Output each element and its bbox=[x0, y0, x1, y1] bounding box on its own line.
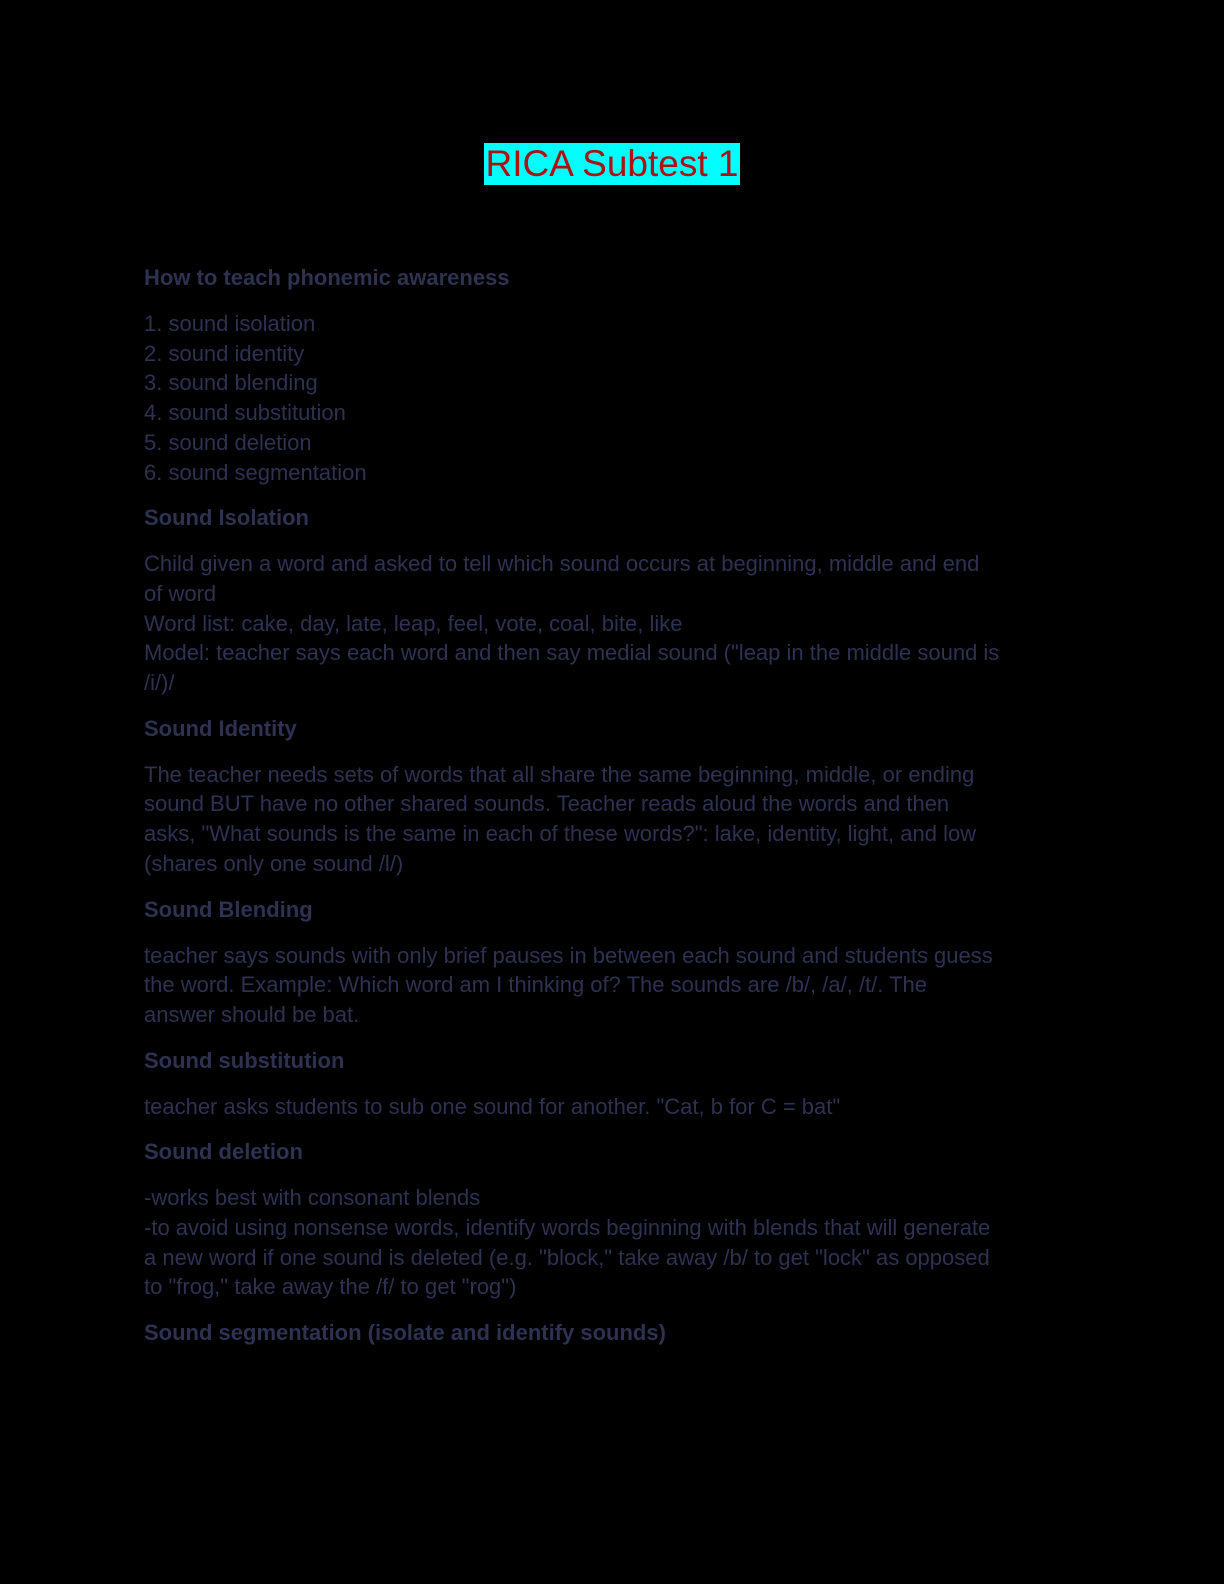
document-title: RICA Subtest 1 bbox=[485, 143, 739, 184]
list-item: 1. sound isolation bbox=[144, 311, 316, 336]
section-heading-segmentation: Sound segmentation (isolate and identify sounds) bbox=[144, 1320, 666, 1346]
body-line: of word bbox=[144, 580, 217, 606]
section-body-identity bbox=[144, 760, 1084, 879]
section-body-deletion bbox=[144, 1183, 1084, 1302]
body-line: -to avoid using nonsense words, identify words beginning with blends that will generate bbox=[144, 1215, 991, 1241]
section-heading-intro: How to teach phonemic awareness bbox=[144, 265, 510, 290]
body-line: to "frog," take away the /f/ to get "rog") bbox=[144, 1274, 517, 1300]
body-line: sound BUT have no other shared sounds. Teacher reads aloud the words and then bbox=[144, 791, 950, 817]
section-heading-deletion: Sound deletion bbox=[144, 1139, 303, 1165]
title-container bbox=[0, 143, 1224, 185]
body-line: /i/)/ bbox=[144, 670, 175, 696]
list-item: 3. sound blending bbox=[144, 370, 318, 396]
list-item: 5. sound deletion bbox=[144, 429, 312, 455]
body-line: asks, "What sounds is the same in each of these words?": lake, identity, light, and low bbox=[144, 821, 977, 847]
body-line: Model: teacher says each word and then say medial sound ("leap in the middle sound is bbox=[144, 640, 1000, 666]
body-line: -works best with consonant blends bbox=[144, 1185, 481, 1211]
section-heading-blending: Sound Blending bbox=[144, 896, 313, 922]
body-line: a new word if one sound is deleted (e.g. "block," take away /b/ to get "lock" as opposed bbox=[144, 1244, 990, 1270]
section-heading-identity: Sound Identity bbox=[144, 715, 297, 741]
body-line: Word list: cake, day, late, leap, feel, vote, coal, bite, like bbox=[144, 610, 683, 636]
body-line: the word. Example: Which word am I thinking of? The sounds are /b/, /a/, /t/. The bbox=[144, 972, 928, 998]
phonemic-awareness-list bbox=[144, 309, 1084, 487]
body-line: (shares only one sound /l/) bbox=[144, 850, 404, 876]
body-line: Child given a word and asked to tell which sound occurs at beginning, middle and end bbox=[144, 551, 980, 577]
body-line: answer should be bat. bbox=[144, 1001, 360, 1027]
section-heading-substitution: Sound substitution bbox=[144, 1047, 345, 1073]
body-line: teacher says sounds with only brief pauses in between each sound and students guess bbox=[144, 942, 993, 968]
list-item: 2. sound identity bbox=[144, 340, 305, 366]
section-body-blending bbox=[144, 941, 1084, 1030]
list-item: 4. sound substitution bbox=[144, 400, 346, 426]
section-body-isolation bbox=[144, 549, 1084, 698]
section-heading-isolation: Sound Isolation bbox=[144, 505, 309, 531]
body-line: teacher asks students to sub one sound for another. "Cat, b for C = bat" bbox=[144, 1093, 841, 1119]
body-line: The teacher needs sets of words that all share the same beginning, middle, or ending bbox=[144, 761, 975, 787]
list-item: 6. sound segmentation bbox=[144, 459, 367, 485]
document-body bbox=[144, 263, 1084, 1364]
section-body-substitution bbox=[144, 1092, 1084, 1122]
